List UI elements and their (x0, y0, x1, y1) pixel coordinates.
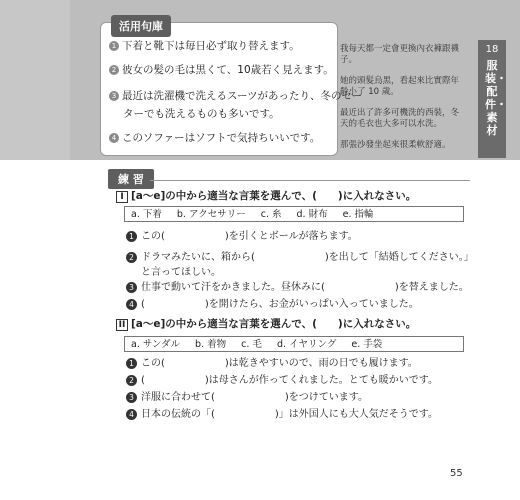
chapter-side-strip (478, 40, 506, 158)
example-text: 彼女の髪の毛は黒くて、10歳若く見えます。 (122, 64, 334, 76)
item-number: 2 (126, 252, 137, 263)
question-item (126, 374, 438, 388)
bullet-icon: 3 (109, 91, 119, 101)
question-item (126, 357, 418, 371)
item-number: 4 (126, 299, 137, 310)
question-2-heading (116, 316, 416, 331)
example-panel (100, 20, 363, 156)
item-text: ドラマみたいに、箱から( )を出して「結婚してください。」 (141, 252, 474, 263)
item-number: 4 (126, 409, 137, 420)
example-text: このソファーはソフトで気持ちいいです。 (122, 132, 321, 144)
choice-option: a. 下着 (131, 209, 162, 220)
example-panel-title: 活用句庫 (111, 15, 171, 37)
roman-numeral: I (116, 191, 128, 203)
example-line (123, 107, 280, 121)
page-number: 55 (450, 468, 463, 479)
item-text: この( )を引くとボールが落ちます。 (141, 231, 358, 242)
question-item (126, 230, 358, 244)
question-1-choices (124, 206, 464, 222)
item-number: 1 (126, 231, 137, 242)
example-text: 最近は洗濯機で洗えるスーツがあったり、冬のセー (122, 90, 363, 102)
choice-option: d. 財布 (296, 209, 328, 220)
chapter-number: 18 (485, 44, 499, 55)
item-text: 日本の伝統の「( )」は外国人にも大人気だそうです。 (141, 409, 439, 420)
question-instruction: [a～e]の中から適当な言葉を選んで、( )に入れなさい。 (131, 318, 417, 330)
translation-note: 最近出了許多可機洗的西裝，冬天的毛衣也大多可以水洗。 (340, 108, 460, 129)
question-item-continued (141, 266, 221, 280)
section-divider (150, 180, 470, 181)
example-line (109, 39, 300, 53)
question-1-heading (116, 188, 416, 203)
choice-option: d. イヤリング (276, 339, 337, 350)
translation-note: 我每天都一定會更換內衣褲跟襪子。 (340, 44, 460, 65)
question-item (126, 408, 438, 422)
bullet-icon: 2 (109, 65, 119, 75)
example-line (109, 89, 362, 103)
chapter-title: 服装・配件・素材 (485, 59, 507, 137)
example-text: 下着と靴下は毎日必ず取り替えます。 (122, 40, 300, 52)
question-2-choices (124, 336, 464, 352)
choice-option: e. 手袋 (351, 339, 383, 350)
item-text: 洋服に合わせて( )をつけています。 (141, 392, 369, 403)
example-line (109, 131, 320, 145)
item-text: 仕事で動いて汗をかきました。昼休みに( )を替えました。 (141, 282, 469, 293)
bullet-icon: 1 (109, 41, 119, 51)
item-number: 3 (126, 282, 137, 293)
header-band-left (0, 0, 70, 160)
item-number: 1 (126, 358, 137, 369)
item-text: この( )は乾きやすいので、雨の日でも履けます。 (141, 358, 418, 369)
choice-option: b. アクセサリー (176, 209, 246, 220)
question-item (126, 251, 474, 265)
question-item (126, 391, 368, 405)
item-text: と言ってほしい。 (141, 267, 221, 278)
question-item (126, 298, 419, 312)
question-instruction: [a～e]の中から適当な言葉を選んで、( )に入れなさい。 (131, 190, 417, 202)
choice-option: c. 毛 (241, 339, 262, 350)
item-text: ( )を開けたら、お金がいっぱい入っていました。 (141, 299, 419, 310)
example-line (109, 63, 334, 77)
translation-notes (340, 44, 466, 161)
choice-option: a. サンダル (131, 339, 181, 350)
choice-option: c. 糸 (260, 209, 282, 220)
question-item (126, 281, 469, 295)
roman-numeral: II (116, 319, 128, 331)
item-number: 2 (126, 375, 137, 386)
bullet-icon: 4 (109, 133, 119, 143)
exercise-label: 練 習 (108, 169, 154, 189)
item-number: 3 (126, 392, 137, 403)
translation-note: 她的頭髮烏黑，看起來比實際年齡小了 10 歲。 (340, 76, 460, 97)
translation-note: 那張沙發坐起來很柔軟舒適。 (340, 140, 451, 150)
example-text: ターでも洗えるものも多いです。 (123, 108, 280, 120)
item-text: ( )は母さんが作ってくれました。とても暖かいです。 (141, 375, 439, 386)
choice-option: b. 着物 (195, 339, 227, 350)
choice-option: e. 指輪 (342, 209, 374, 220)
